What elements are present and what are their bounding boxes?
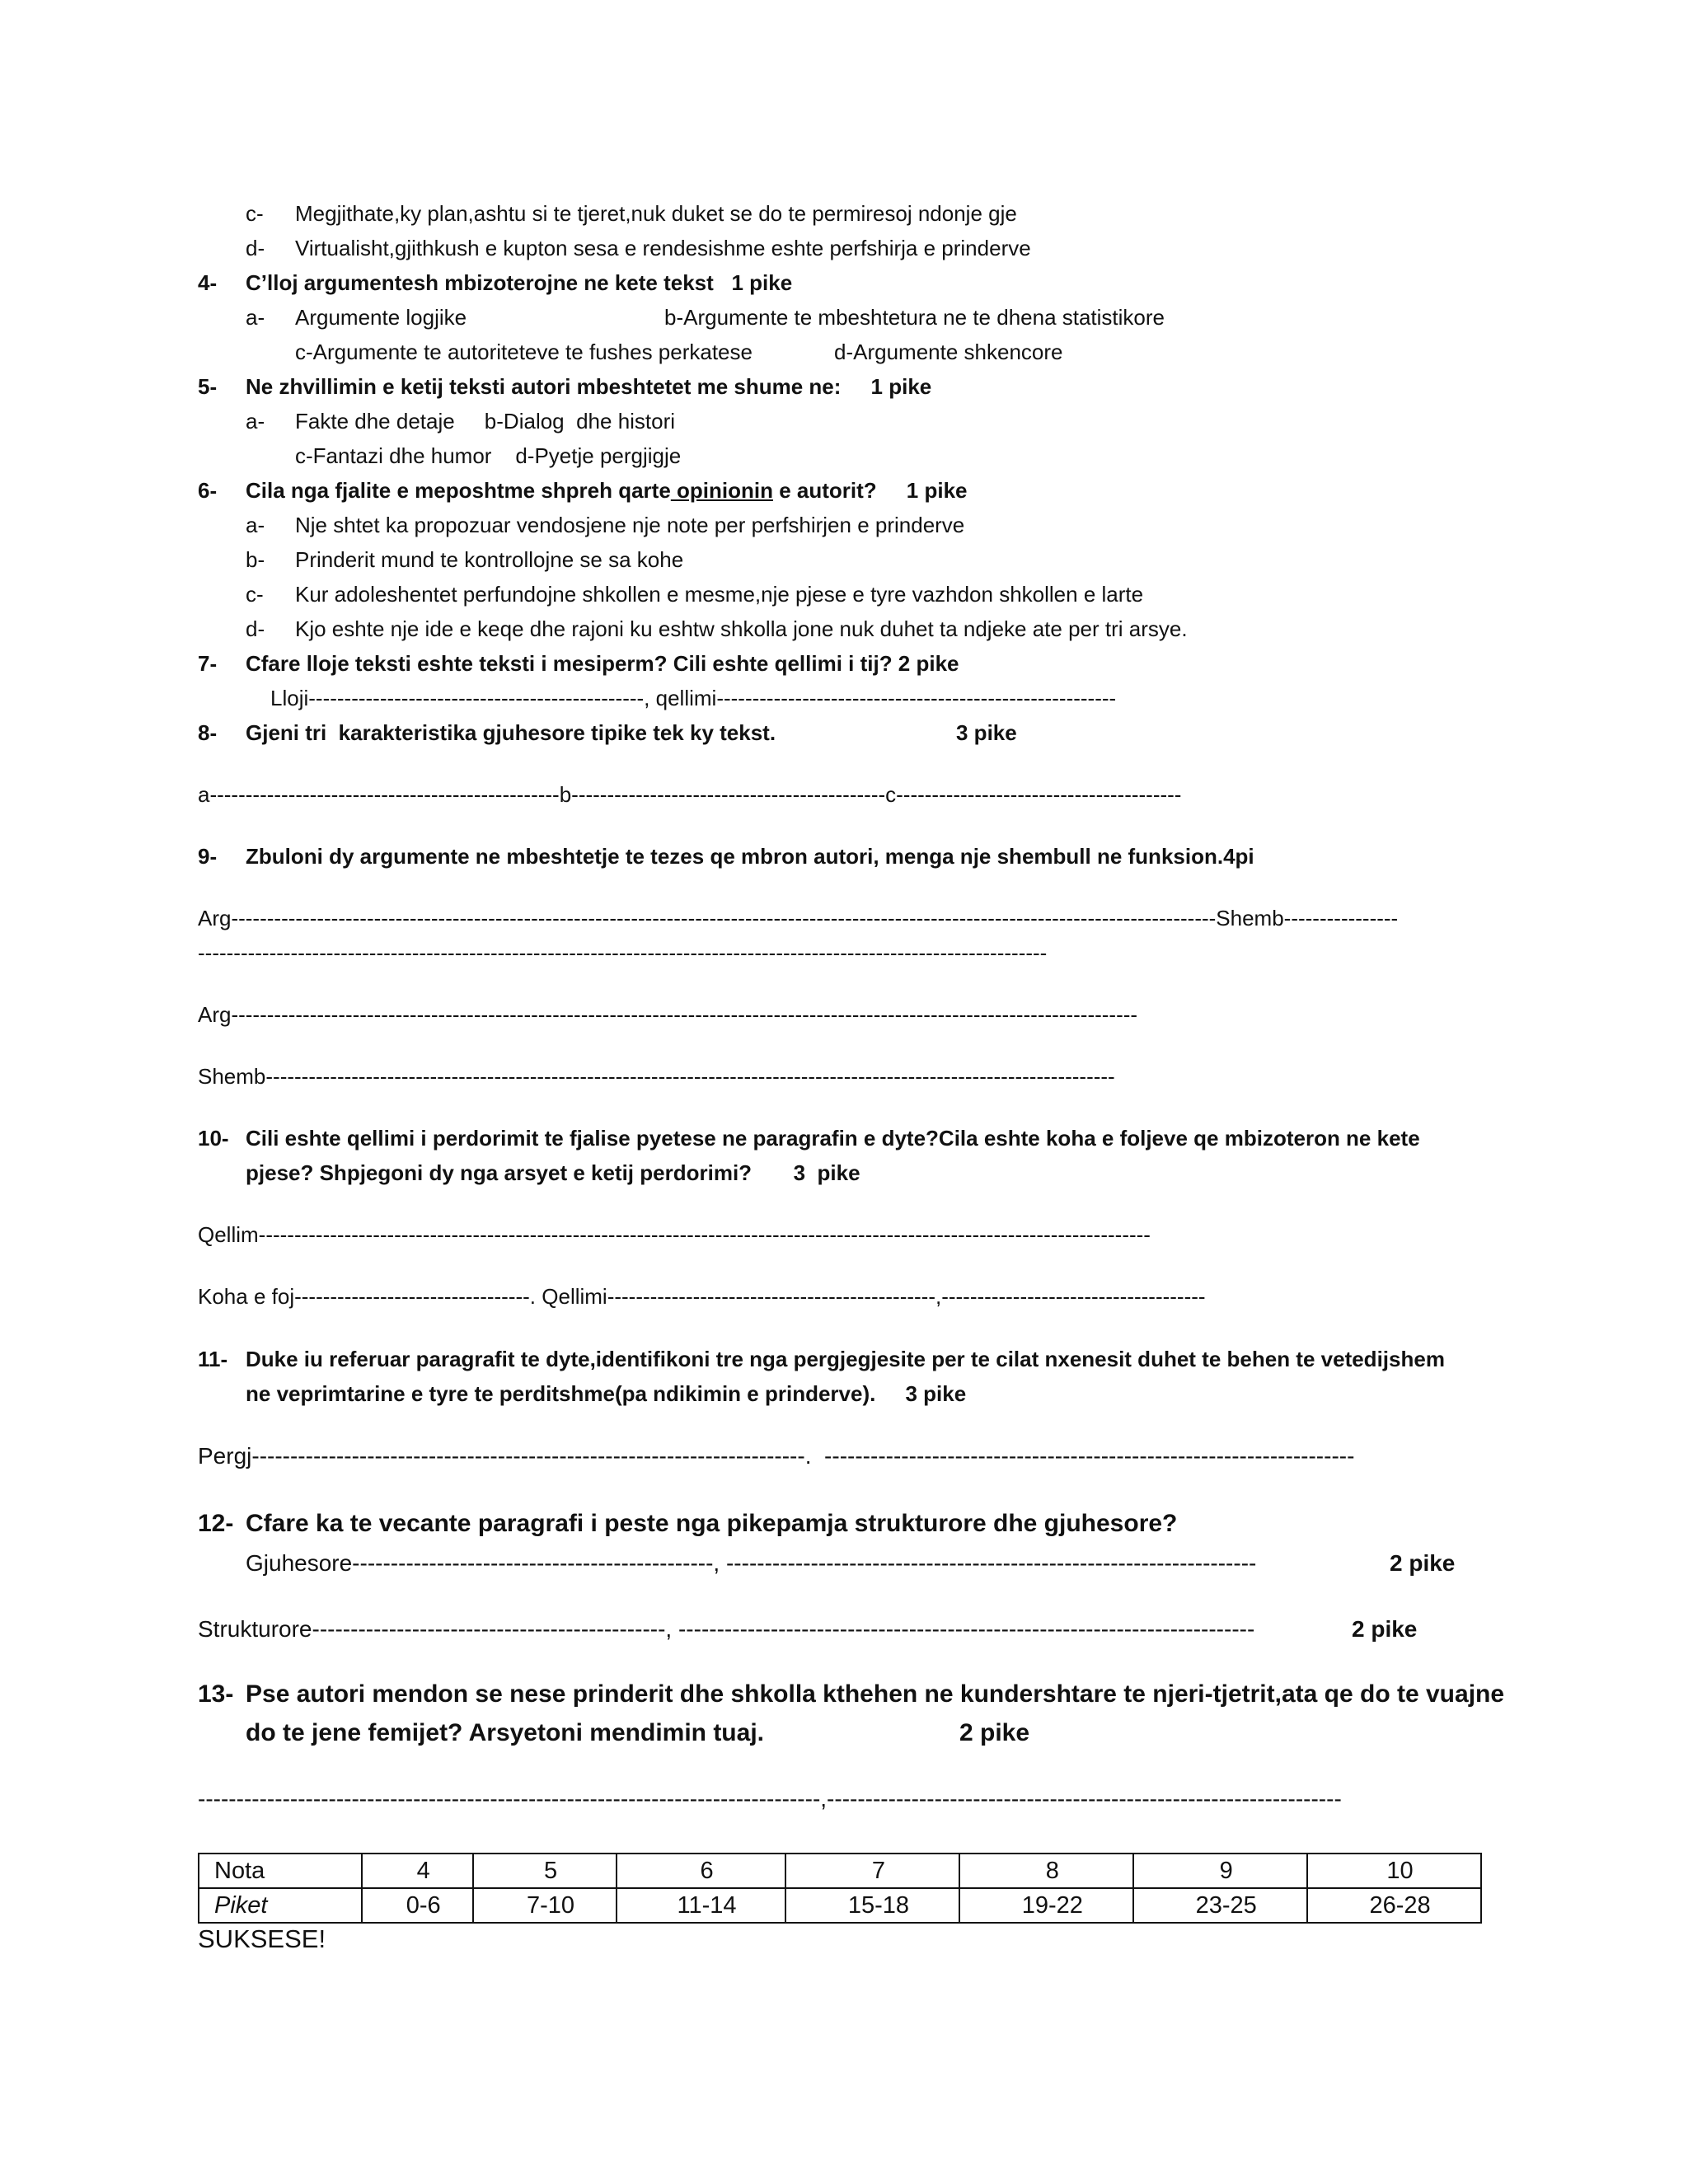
q7-number: 7- xyxy=(198,651,218,676)
table-cell: 11-14 xyxy=(617,1888,786,1923)
q4-option-a: Argumente logjike xyxy=(295,305,467,330)
q11-answer-line[interactable]: Pergj------------------------------------------------------------------------. --------------------------------------------------------------------- xyxy=(198,1443,1355,1469)
q5-question: Ne zhvillimin e ketij teksti autori mbeshtetet me shume ne: 1 pike xyxy=(246,374,932,399)
table-cell: 8 xyxy=(959,1854,1133,1888)
q6-option-d: Kjo eshte nje ide e keqe dhe rajoni ku eshtw shkolla jone nuk duhet ta ndjeke ate per tri arsye. xyxy=(295,616,1188,641)
option-letter-c: c- xyxy=(246,201,264,226)
table-cell: 15-18 xyxy=(785,1888,959,1923)
option-letter-a: a- xyxy=(246,409,265,434)
table-cell: 9 xyxy=(1133,1854,1307,1888)
q9-answer-line-3[interactable]: Arg------------------------------------------------------------------------------------------------------------------------------- xyxy=(198,1002,1138,1027)
option-letter-b: b- xyxy=(246,547,265,572)
table-cell: 5 xyxy=(473,1854,616,1888)
table-cell: Nota xyxy=(199,1854,362,1888)
q6-text-before: Cila nga fjalite e meposhtme shpreh qarte xyxy=(246,478,671,503)
table-cell: 7-10 xyxy=(473,1888,616,1923)
q6-option-b: Prinderit mund te kontrollojne se sa kohe xyxy=(295,547,684,572)
q13-number: 13- xyxy=(198,1680,234,1708)
q10-answer-line-1[interactable]: Qellim----------------------------------------------------------------------------------------------------------------------------- xyxy=(198,1222,1151,1247)
q6-option-c: Kur adoleshentet perfundojne shkollen e mesme,nje pjese e tyre vazhdon shkollen e larte xyxy=(295,582,1144,607)
q13-answer-line[interactable]: ---------------------------------------------------------------------------------,------------------------------------------------------------------- xyxy=(198,1786,1342,1811)
option-letter-a: a- xyxy=(246,513,265,537)
q10-answer-line-2[interactable]: Koha e foj---------------------------------. Qellimi----------------------------------------------,------------------------------------- xyxy=(198,1284,1206,1309)
q6-text-after: e autorit? 1 pike xyxy=(773,478,968,503)
q4-option-c: c-Argumente te autoriteteve te fushes perkatese xyxy=(295,340,753,364)
q5-number: 5- xyxy=(198,374,218,399)
grade-table xyxy=(198,1853,1482,1924)
q8-points: 3 pike xyxy=(956,720,1017,745)
table-row xyxy=(199,1854,1481,1888)
q4-option-d: d-Argumente shkencore xyxy=(834,340,1063,364)
q12-number: 12- xyxy=(198,1510,234,1537)
q12-points-2: 2 pike xyxy=(1352,1616,1418,1642)
option-letter-c: c- xyxy=(246,582,264,607)
q8-answer-line[interactable]: a-------------------------------------------------b--------------------------------------------c---------------------------------------- xyxy=(198,782,1182,807)
q12-question: Cfare ka te vecante paragrafi i peste nga pikepamja strukturore dhe gjuhesore? xyxy=(246,1510,1178,1537)
table-cell: 7 xyxy=(785,1854,959,1888)
q7-answer-line[interactable]: Lloji-----------------------------------------------, qellimi-------------------------------------------------------- xyxy=(270,686,1117,710)
q13-points: 2 pike xyxy=(959,1719,1030,1746)
option-letter-d: d- xyxy=(246,236,265,260)
q12-points-1: 2 pike xyxy=(1390,1550,1456,1576)
closing-text: SUKSESE! xyxy=(198,1924,326,1953)
q6-text-underlined: opinionin xyxy=(670,478,773,503)
q5-options-line2: c-Fantazi dhe humor d-Pyetje pergjigje xyxy=(295,443,682,468)
q9-number: 9- xyxy=(198,844,218,869)
q10-question-line2: pjese? Shpjegoni dy nga arsyet e ketij perdorimi? 3 pike xyxy=(246,1160,860,1185)
q7-question: Cfare lloje teksti eshte teksti i mesiperm? Cili eshte qellimi i tij? 2 pike xyxy=(246,651,959,676)
q12-answer-line-2[interactable]: Strukturore----------------------------------------------, --------------------------------------------------------------------------- xyxy=(198,1616,1255,1642)
table-cell: Piket xyxy=(199,1888,362,1923)
q6-option-a: Nje shtet ka propozuar vendosjene nje note per perfshirjen e prinderve xyxy=(295,513,965,537)
option-letter-a: a- xyxy=(246,305,265,330)
q11-number: 11- xyxy=(198,1347,228,1371)
q6-number: 6- xyxy=(198,478,218,503)
q11-question-line1: Duke iu referuar paragrafit te dyte,identifikoni tre nga pergjegjesite per te cilat nxenesit duhet te behen te vetedijshem xyxy=(246,1347,1445,1371)
q6-question xyxy=(246,477,968,504)
table-row xyxy=(199,1888,1481,1923)
table-cell: 26-28 xyxy=(1307,1888,1481,1923)
q10-question-line1: Cili eshte qellimi i perdorimit te fjalise pyetese ne paragrafin e dyte?Cila eshte koha e foljeve qe mbizoteron ne kete xyxy=(246,1126,1420,1151)
q9-question: Zbuloni dy argumente ne mbeshtetje te tezes qe mbron autori, menga nje shembull ne funksion.4pi xyxy=(246,844,1254,869)
q11-question-line2: ne veprimtarine e tyre te perditshme(pa ndikimin e prinderve). 3 pike xyxy=(246,1381,967,1406)
q8-number: 8- xyxy=(198,720,218,745)
q13-question-line2: do te jene femijet? Arsyetoni mendimin tuaj. xyxy=(246,1719,764,1746)
table-cell: 6 xyxy=(617,1854,786,1888)
q3-option-d: Virtualisht,gjithkush e kupton sesa e rendesishme eshte perfshirja e prinderve xyxy=(295,236,1031,260)
q4-question: C’lloj argumentesh mbizoterojne ne kete tekst 1 pike xyxy=(246,270,793,295)
q9-answer-line-2[interactable]: ----------------------------------------------------------------------------------------------------------------------- xyxy=(198,940,1048,965)
q13-question-line1: Pse autori mendon se nese prinderit dhe shkolla kthehen ne kundershtare te njeri-tjetrit,ata qe do te vuajne xyxy=(246,1680,1505,1708)
q8-question: Gjeni tri karakteristika gjuhesore tipike tek ky tekst. xyxy=(246,720,776,745)
table-cell: 4 xyxy=(362,1854,473,1888)
q10-number: 10- xyxy=(198,1126,229,1151)
q4-option-b: b-Argumente te mbeshtetura ne te dhena statistikore xyxy=(664,305,1165,330)
option-letter-d: d- xyxy=(246,616,265,641)
table-cell: 0-6 xyxy=(362,1888,473,1923)
table-cell: 23-25 xyxy=(1133,1888,1307,1923)
q4-number: 4- xyxy=(198,270,218,295)
q5-options-line1: Fakte dhe detaje b-Dialog dhe histori xyxy=(295,409,676,434)
table-cell: 19-22 xyxy=(959,1888,1133,1923)
q9-answer-line-4[interactable]: Shemb----------------------------------------------------------------------------------------------------------------------- xyxy=(198,1064,1115,1089)
q9-answer-line-1[interactable]: Arg------------------------------------------------------------------------------------------------------------------------------------------Shemb---------------- xyxy=(198,906,1399,930)
q12-answer-line-1[interactable]: Gjuhesore-----------------------------------------------, --------------------------------------------------------------------- xyxy=(246,1550,1257,1576)
q3-option-c: Megjithate,ky plan,ashtu si te tjeret,nuk duket se do te permiresoj ndonje gje xyxy=(295,201,1017,226)
table-cell: 10 xyxy=(1307,1854,1481,1888)
